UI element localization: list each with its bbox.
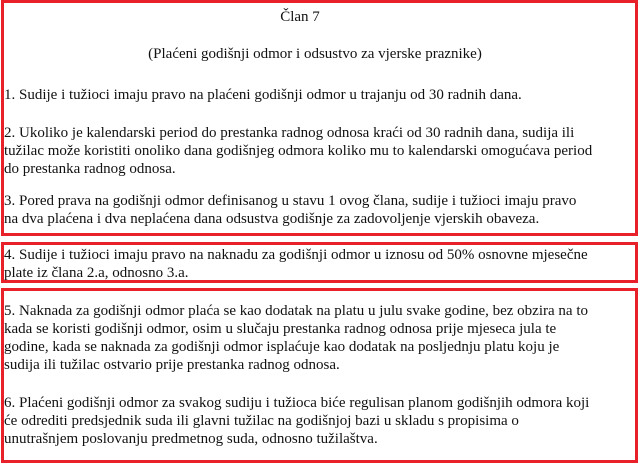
article-subtitle: (Plaćeni godišnji odmor i odsustvo za vjerske praznike) bbox=[148, 46, 482, 62]
paragraph-4: 4. Sudije i tužioci imaju pravo na naknadu za godišnji odmor u iznosu od 50% osnovne mjesečne plate iz člana 2.a, odnosno 3.a. bbox=[4, 247, 588, 281]
paragraph-5: 5. Naknada za godišnji odmor plaća se kao dodatak na platu u julu svake godine, bez obzira na to kada se koristi godišnji odmor, osim u slučaju prestanka radnog odnosa prije mjeseca jula te godine, kada se naknada za godišnji odmor isplaćuje kao dodatak na posljednju platu koju je sudija ili tužilac ostvario prije prestanka radnog odnosa. bbox=[4, 303, 588, 373]
paragraph-3: 3. Pored prava na godišnji odmor definisanog u stavu 1 ovog člana, sudije i tužioci imaju pravo na dva plaćena i dva neplaćena dana odsustva godišnje za zadovoljenje vjerskih obaveza. bbox=[4, 193, 577, 227]
article-title: Član 7 bbox=[280, 9, 320, 25]
paragraph-1: 1. Sudije i tužioci imaju pravo na plaćeni godišnji odmor u trajanju od 30 radnih dana. bbox=[4, 87, 522, 103]
paragraph-2: 2. Ukoliko je kalendarski period do prestanka radnog odnosa kraći od 30 radnih dana, sudija ili tužilac može koristiti onoliko dana godišnjeg odmora koliko mu to kalendarski omogućava period do prestanka radnog odnosa. bbox=[4, 125, 593, 177]
paragraph-6: 6. Plaćeni godišnji odmor za svakog sudiju i tužioca biće regulisan planom godišnjih odmora koji će odrediti predsjednik suda ili glavni tužilac na godišnjoj bazi u skladu s propisima o unutrašnjem poslovanju predmetnog suda, odnosno tužilaštva. bbox=[4, 395, 590, 447]
